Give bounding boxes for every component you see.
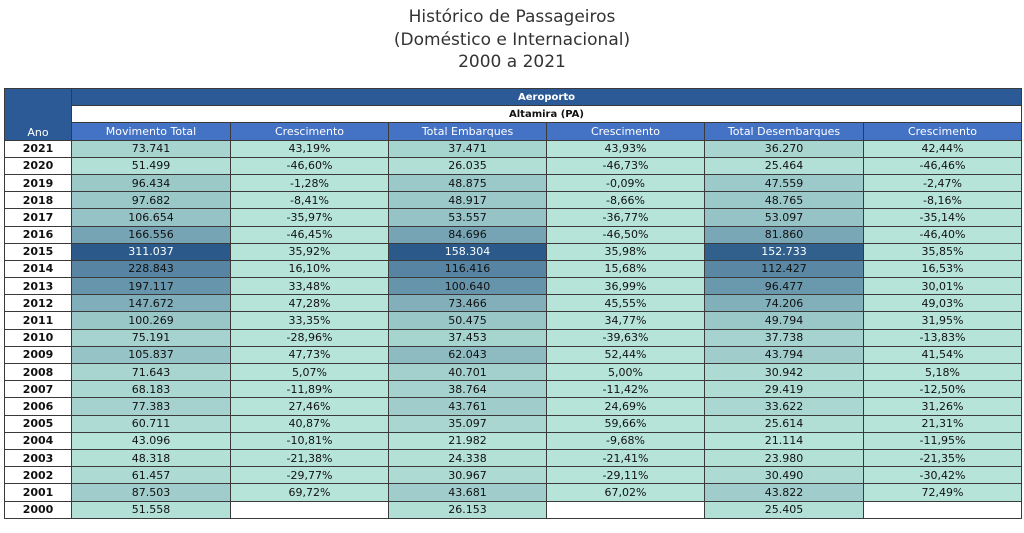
year-cell: 2010 (5, 329, 72, 346)
title-line-3: 2000 a 2021 (458, 52, 566, 72)
movimento-total-cell: 197.117 (72, 278, 231, 295)
total-desembarques-cell: 74.206 (705, 295, 864, 312)
total-embarques-cell: 84.696 (389, 226, 547, 243)
movimento-total-cell: 75.191 (72, 329, 231, 346)
crescimento-embarques-cell: 5,00% (547, 364, 705, 381)
year-cell: 2004 (5, 432, 72, 449)
column-header-crescimento-embarques: Crescimento (547, 123, 705, 140)
crescimento-movimento-cell (231, 501, 389, 518)
crescimento-embarques-cell: 15,68% (547, 260, 705, 277)
total-desembarques-cell: 25.464 (705, 157, 864, 174)
total-embarques-cell: 100.640 (389, 278, 547, 295)
crescimento-movimento-cell: -46,45% (231, 226, 389, 243)
column-header-total-embarques: Total Embarques (389, 123, 547, 140)
total-embarques-cell: 62.043 (389, 346, 547, 363)
total-desembarques-cell: 48.765 (705, 192, 864, 209)
crescimento-embarques-cell: 67,02% (547, 484, 705, 501)
crescimento-embarques-cell: 34,77% (547, 312, 705, 329)
total-embarques-cell: 53.557 (389, 209, 547, 226)
total-desembarques-cell: 53.097 (705, 209, 864, 226)
table-row (5, 278, 1022, 295)
crescimento-desembarques-cell: -12,50% (864, 381, 1022, 398)
movimento-total-cell: 73.741 (72, 140, 231, 157)
crescimento-movimento-cell: -11,89% (231, 381, 389, 398)
airport-header: Altamira (PA) (72, 106, 1022, 123)
crescimento-embarques-cell (547, 501, 705, 518)
table-row (5, 467, 1022, 484)
movimento-total-cell: 96.434 (72, 174, 231, 191)
crescimento-movimento-cell: 43,19% (231, 140, 389, 157)
total-desembarques-cell: 25.405 (705, 501, 864, 518)
movimento-total-cell: 87.503 (72, 484, 231, 501)
crescimento-desembarques-cell: -30,42% (864, 467, 1022, 484)
crescimento-embarques-cell: -36,77% (547, 209, 705, 226)
movimento-total-cell: 48.318 (72, 449, 231, 466)
total-desembarques-cell: 152.733 (705, 243, 864, 260)
group-header: Aeroporto (72, 89, 1022, 106)
total-desembarques-cell: 21.114 (705, 432, 864, 449)
column-header-crescimento-movimento: Crescimento (231, 123, 389, 140)
crescimento-desembarques-cell: -11,95% (864, 432, 1022, 449)
table-row (5, 312, 1022, 329)
crescimento-desembarques-cell: 49,03% (864, 295, 1022, 312)
crescimento-desembarques-cell: 72,49% (864, 484, 1022, 501)
crescimento-embarques-cell: -39,63% (547, 329, 705, 346)
crescimento-desembarques-cell: 21,31% (864, 415, 1022, 432)
table-row (5, 415, 1022, 432)
year-column-header: Ano (5, 89, 72, 141)
crescimento-desembarques-cell: -8,16% (864, 192, 1022, 209)
crescimento-movimento-cell: 27,46% (231, 398, 389, 415)
crescimento-desembarques-cell: 30,01% (864, 278, 1022, 295)
column-header-movimento-total: Movimento Total (72, 123, 231, 140)
crescimento-movimento-cell: -35,97% (231, 209, 389, 226)
table-row (5, 260, 1022, 277)
movimento-total-cell: 68.183 (72, 381, 231, 398)
movimento-total-cell: 166.556 (72, 226, 231, 243)
crescimento-embarques-cell: 45,55% (547, 295, 705, 312)
crescimento-desembarques-cell: -46,46% (864, 157, 1022, 174)
total-embarques-cell: 38.764 (389, 381, 547, 398)
total-embarques-cell: 73.466 (389, 295, 547, 312)
crescimento-embarques-cell: -9,68% (547, 432, 705, 449)
table-row (5, 295, 1022, 312)
total-desembarques-cell: 37.738 (705, 329, 864, 346)
crescimento-desembarques-cell: 31,26% (864, 398, 1022, 415)
movimento-total-cell: 228.843 (72, 260, 231, 277)
title-line-2: (Doméstico e Internacional) (393, 29, 631, 50)
table-row (5, 174, 1022, 191)
year-cell: 2007 (5, 381, 72, 398)
total-desembarques-cell: 30.490 (705, 467, 864, 484)
movimento-total-cell: 147.672 (72, 295, 231, 312)
total-embarques-cell: 43.761 (389, 398, 547, 415)
crescimento-desembarques-cell: 16,53% (864, 260, 1022, 277)
crescimento-movimento-cell: 69,72% (231, 484, 389, 501)
total-embarques-cell: 37.471 (389, 140, 547, 157)
crescimento-movimento-cell: -1,28% (231, 174, 389, 191)
movimento-total-cell: 97.682 (72, 192, 231, 209)
crescimento-embarques-cell: -46,73% (547, 157, 705, 174)
crescimento-movimento-cell: 16,10% (231, 260, 389, 277)
crescimento-desembarques-cell: 31,95% (864, 312, 1022, 329)
total-embarques-cell: 43.681 (389, 484, 547, 501)
crescimento-movimento-cell: -29,77% (231, 467, 389, 484)
crescimento-movimento-cell: -28,96% (231, 329, 389, 346)
year-cell: 2017 (5, 209, 72, 226)
movimento-total-cell: 77.383 (72, 398, 231, 415)
crescimento-embarques-cell: -0,09% (547, 174, 705, 191)
total-desembarques-cell: 36.270 (705, 140, 864, 157)
movimento-total-cell: 51.499 (72, 157, 231, 174)
crescimento-movimento-cell: 47,28% (231, 295, 389, 312)
total-desembarques-cell: 30.942 (705, 364, 864, 381)
total-embarques-cell: 50.475 (389, 312, 547, 329)
crescimento-desembarques-cell: -46,40% (864, 226, 1022, 243)
total-embarques-cell: 24.338 (389, 449, 547, 466)
movimento-total-cell: 51.558 (72, 501, 231, 518)
crescimento-embarques-cell: -11,42% (547, 381, 705, 398)
year-cell: 2006 (5, 398, 72, 415)
crescimento-embarques-cell: 59,66% (547, 415, 705, 432)
year-cell: 2018 (5, 192, 72, 209)
crescimento-desembarques-cell: 41,54% (864, 346, 1022, 363)
crescimento-embarques-cell: 24,69% (547, 398, 705, 415)
crescimento-desembarques-cell: 42,44% (864, 140, 1022, 157)
total-embarques-cell: 40.701 (389, 364, 547, 381)
total-desembarques-cell: 47.559 (705, 174, 864, 191)
crescimento-movimento-cell: -10,81% (231, 432, 389, 449)
movimento-total-cell: 106.654 (72, 209, 231, 226)
crescimento-embarques-cell: 43,93% (547, 140, 705, 157)
crescimento-movimento-cell: 33,48% (231, 278, 389, 295)
year-cell: 2009 (5, 346, 72, 363)
total-desembarques-cell: 81.860 (705, 226, 864, 243)
crescimento-embarques-cell: -46,50% (547, 226, 705, 243)
crescimento-embarques-cell: 52,44% (547, 346, 705, 363)
crescimento-movimento-cell: 40,87% (231, 415, 389, 432)
total-embarques-cell: 37.453 (389, 329, 547, 346)
table-row (5, 243, 1022, 260)
table-body (5, 140, 1022, 518)
table-row (5, 157, 1022, 174)
movimento-total-cell: 60.711 (72, 415, 231, 432)
crescimento-embarques-cell: 36,99% (547, 278, 705, 295)
column-header-crescimento-desembarques: Crescimento (864, 123, 1022, 140)
year-cell: 2001 (5, 484, 72, 501)
crescimento-desembarques-cell: -35,14% (864, 209, 1022, 226)
year-cell: 2015 (5, 243, 72, 260)
year-cell: 2002 (5, 467, 72, 484)
total-desembarques-cell: 23.980 (705, 449, 864, 466)
total-desembarques-cell: 29.419 (705, 381, 864, 398)
total-embarques-cell: 26.153 (389, 501, 547, 518)
total-embarques-cell: 26.035 (389, 157, 547, 174)
crescimento-desembarques-cell: -21,35% (864, 449, 1022, 466)
crescimento-movimento-cell: 33,35% (231, 312, 389, 329)
table-row (5, 140, 1022, 157)
crescimento-desembarques-cell: 35,85% (864, 243, 1022, 260)
total-desembarques-cell: 25.614 (705, 415, 864, 432)
total-desembarques-cell: 43.822 (705, 484, 864, 501)
table-row (5, 501, 1022, 518)
table-row (5, 329, 1022, 346)
crescimento-desembarques-cell (864, 501, 1022, 518)
year-cell: 2013 (5, 278, 72, 295)
year-cell: 2016 (5, 226, 72, 243)
crescimento-movimento-cell: -21,38% (231, 449, 389, 466)
crescimento-embarques-cell: 35,98% (547, 243, 705, 260)
table-row (5, 432, 1022, 449)
crescimento-movimento-cell: -8,41% (231, 192, 389, 209)
total-desembarques-cell: 96.477 (705, 278, 864, 295)
year-cell: 2014 (5, 260, 72, 277)
crescimento-desembarques-cell: 5,18% (864, 364, 1022, 381)
year-cell: 2019 (5, 174, 72, 191)
total-desembarques-cell: 112.427 (705, 260, 864, 277)
crescimento-embarques-cell: -29,11% (547, 467, 705, 484)
crescimento-movimento-cell: 5,07% (231, 364, 389, 381)
total-desembarques-cell: 43.794 (705, 346, 864, 363)
total-desembarques-cell: 33.622 (705, 398, 864, 415)
crescimento-movimento-cell: 35,92% (231, 243, 389, 260)
crescimento-movimento-cell: 47,73% (231, 346, 389, 363)
year-cell: 2011 (5, 312, 72, 329)
table-row (5, 192, 1022, 209)
year-cell: 2020 (5, 157, 72, 174)
year-cell: 2021 (5, 140, 72, 157)
passenger-table (4, 88, 1022, 519)
crescimento-embarques-cell: -21,41% (547, 449, 705, 466)
table-row (5, 381, 1022, 398)
year-cell: 2005 (5, 415, 72, 432)
chart-title (0, 6, 1024, 74)
year-cell: 2008 (5, 364, 72, 381)
table-row (5, 484, 1022, 501)
movimento-total-cell: 100.269 (72, 312, 231, 329)
year-cell: 2012 (5, 295, 72, 312)
movimento-total-cell: 71.643 (72, 364, 231, 381)
table-row (5, 364, 1022, 381)
total-embarques-cell: 30.967 (389, 467, 547, 484)
total-desembarques-cell: 49.794 (705, 312, 864, 329)
total-embarques-cell: 48.875 (389, 174, 547, 191)
year-cell: 2003 (5, 449, 72, 466)
table-row (5, 226, 1022, 243)
table-row (5, 209, 1022, 226)
total-embarques-cell: 158.304 (389, 243, 547, 260)
total-embarques-cell: 21.982 (389, 432, 547, 449)
total-embarques-cell: 116.416 (389, 260, 547, 277)
table-row (5, 449, 1022, 466)
table-row (5, 346, 1022, 363)
movimento-total-cell: 105.837 (72, 346, 231, 363)
movimento-total-cell: 311.037 (72, 243, 231, 260)
total-embarques-cell: 48.917 (389, 192, 547, 209)
year-cell: 2000 (5, 501, 72, 518)
movimento-total-cell: 43.096 (72, 432, 231, 449)
movimento-total-cell: 61.457 (72, 467, 231, 484)
title-line-1: Histórico de Passageiros (408, 7, 616, 27)
table-row (5, 398, 1022, 415)
column-header-total-desembarques: Total Desembarques (705, 123, 864, 140)
crescimento-desembarques-cell: -13,83% (864, 329, 1022, 346)
crescimento-embarques-cell: -8,66% (547, 192, 705, 209)
crescimento-desembarques-cell: -2,47% (864, 174, 1022, 191)
total-embarques-cell: 35.097 (389, 415, 547, 432)
crescimento-movimento-cell: -46,60% (231, 157, 389, 174)
